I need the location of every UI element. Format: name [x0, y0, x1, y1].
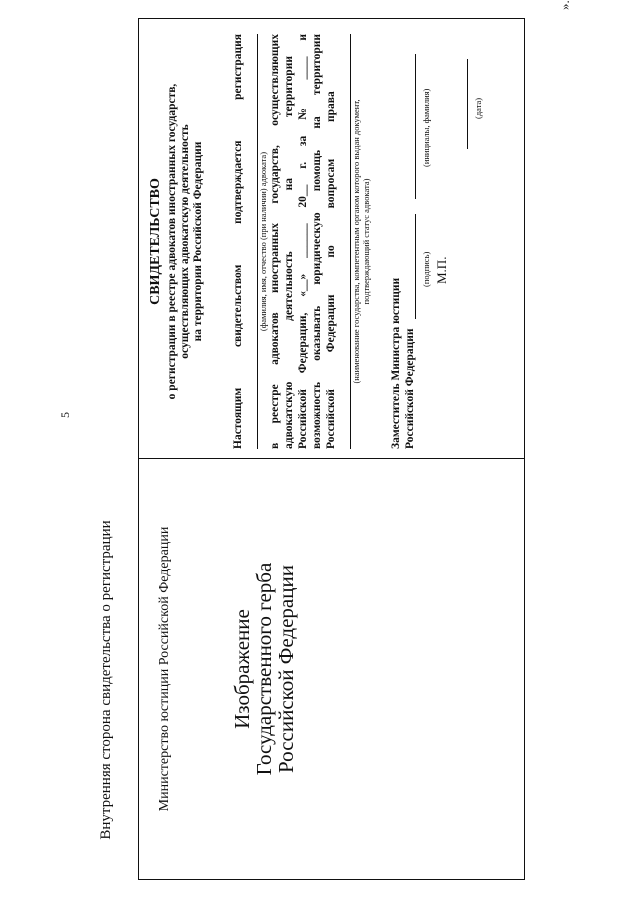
subtitle-line: о регистрации в реестре адвокатов иностранных государств, [166, 83, 178, 400]
body-line: Российской Федерации по вопросам права [325, 91, 337, 449]
page-number: 5 [58, 412, 72, 418]
left-panel [139, 459, 524, 879]
intro-text: Настоящим свидетельством подтверждается регистрация [232, 34, 244, 449]
deputy-title: Российской Федерации [404, 328, 416, 449]
ministry-name: Министерство юстиции Российской Федерации [157, 526, 172, 812]
date-caption: (дата) [473, 97, 483, 119]
signature-block [389, 34, 509, 449]
signature-caption: (подпись) [421, 251, 431, 287]
body-line: адвокатскую деятельность на территории [283, 56, 295, 449]
rotated-sheet [98, 0, 640, 880]
corner-mark: ». [557, 0, 572, 10]
name-line [247, 34, 258, 449]
state-caption-line: (наименование государства, компетентным органом которого выдан документ, [351, 99, 361, 384]
seal-mark: М.П. [434, 256, 449, 284]
body-line: возможность оказывать юридическую помощь на территории [311, 34, 323, 449]
certificate-body [231, 34, 371, 449]
name-caption: (фамилия, имя, отчество (при наличии) адвоката) [258, 151, 268, 332]
state-caption-line: подтверждающий статус адвоката) [361, 178, 371, 305]
signature-line [415, 214, 416, 319]
name-initials-caption: (инициалы, фамилия) [421, 88, 431, 167]
emblem-line: Государственного герба [252, 562, 276, 776]
deputy-title: Заместитель Министра юстиции [390, 277, 402, 449]
name-initials-line [415, 54, 416, 199]
emblem-placeholder [231, 459, 297, 879]
date-line [467, 59, 468, 149]
certificate-subtitle [166, 34, 205, 449]
body-line: Российской Федерации, «__» ______ 20__ г. за № ____ и [297, 34, 309, 449]
emblem-line: Российской Федерации [274, 565, 298, 773]
right-panel [139, 34, 524, 449]
certificate-title: СВИДЕТЕЛЬСТВО [148, 178, 163, 305]
state-line [340, 34, 351, 449]
sheet-title: Внутренняя сторона свидетельства о регистрации [98, 520, 114, 840]
certificate-card [138, 18, 525, 880]
subtitle-line: на территории Российской Федерации [192, 141, 204, 342]
subtitle-line: осуществляющих адвокатскую деятельность [179, 124, 191, 359]
body-line: в реестре адвокатов иностранных государств, осуществляющих [269, 34, 281, 449]
emblem-line: Изображение [230, 609, 254, 729]
state-caption [351, 34, 371, 449]
